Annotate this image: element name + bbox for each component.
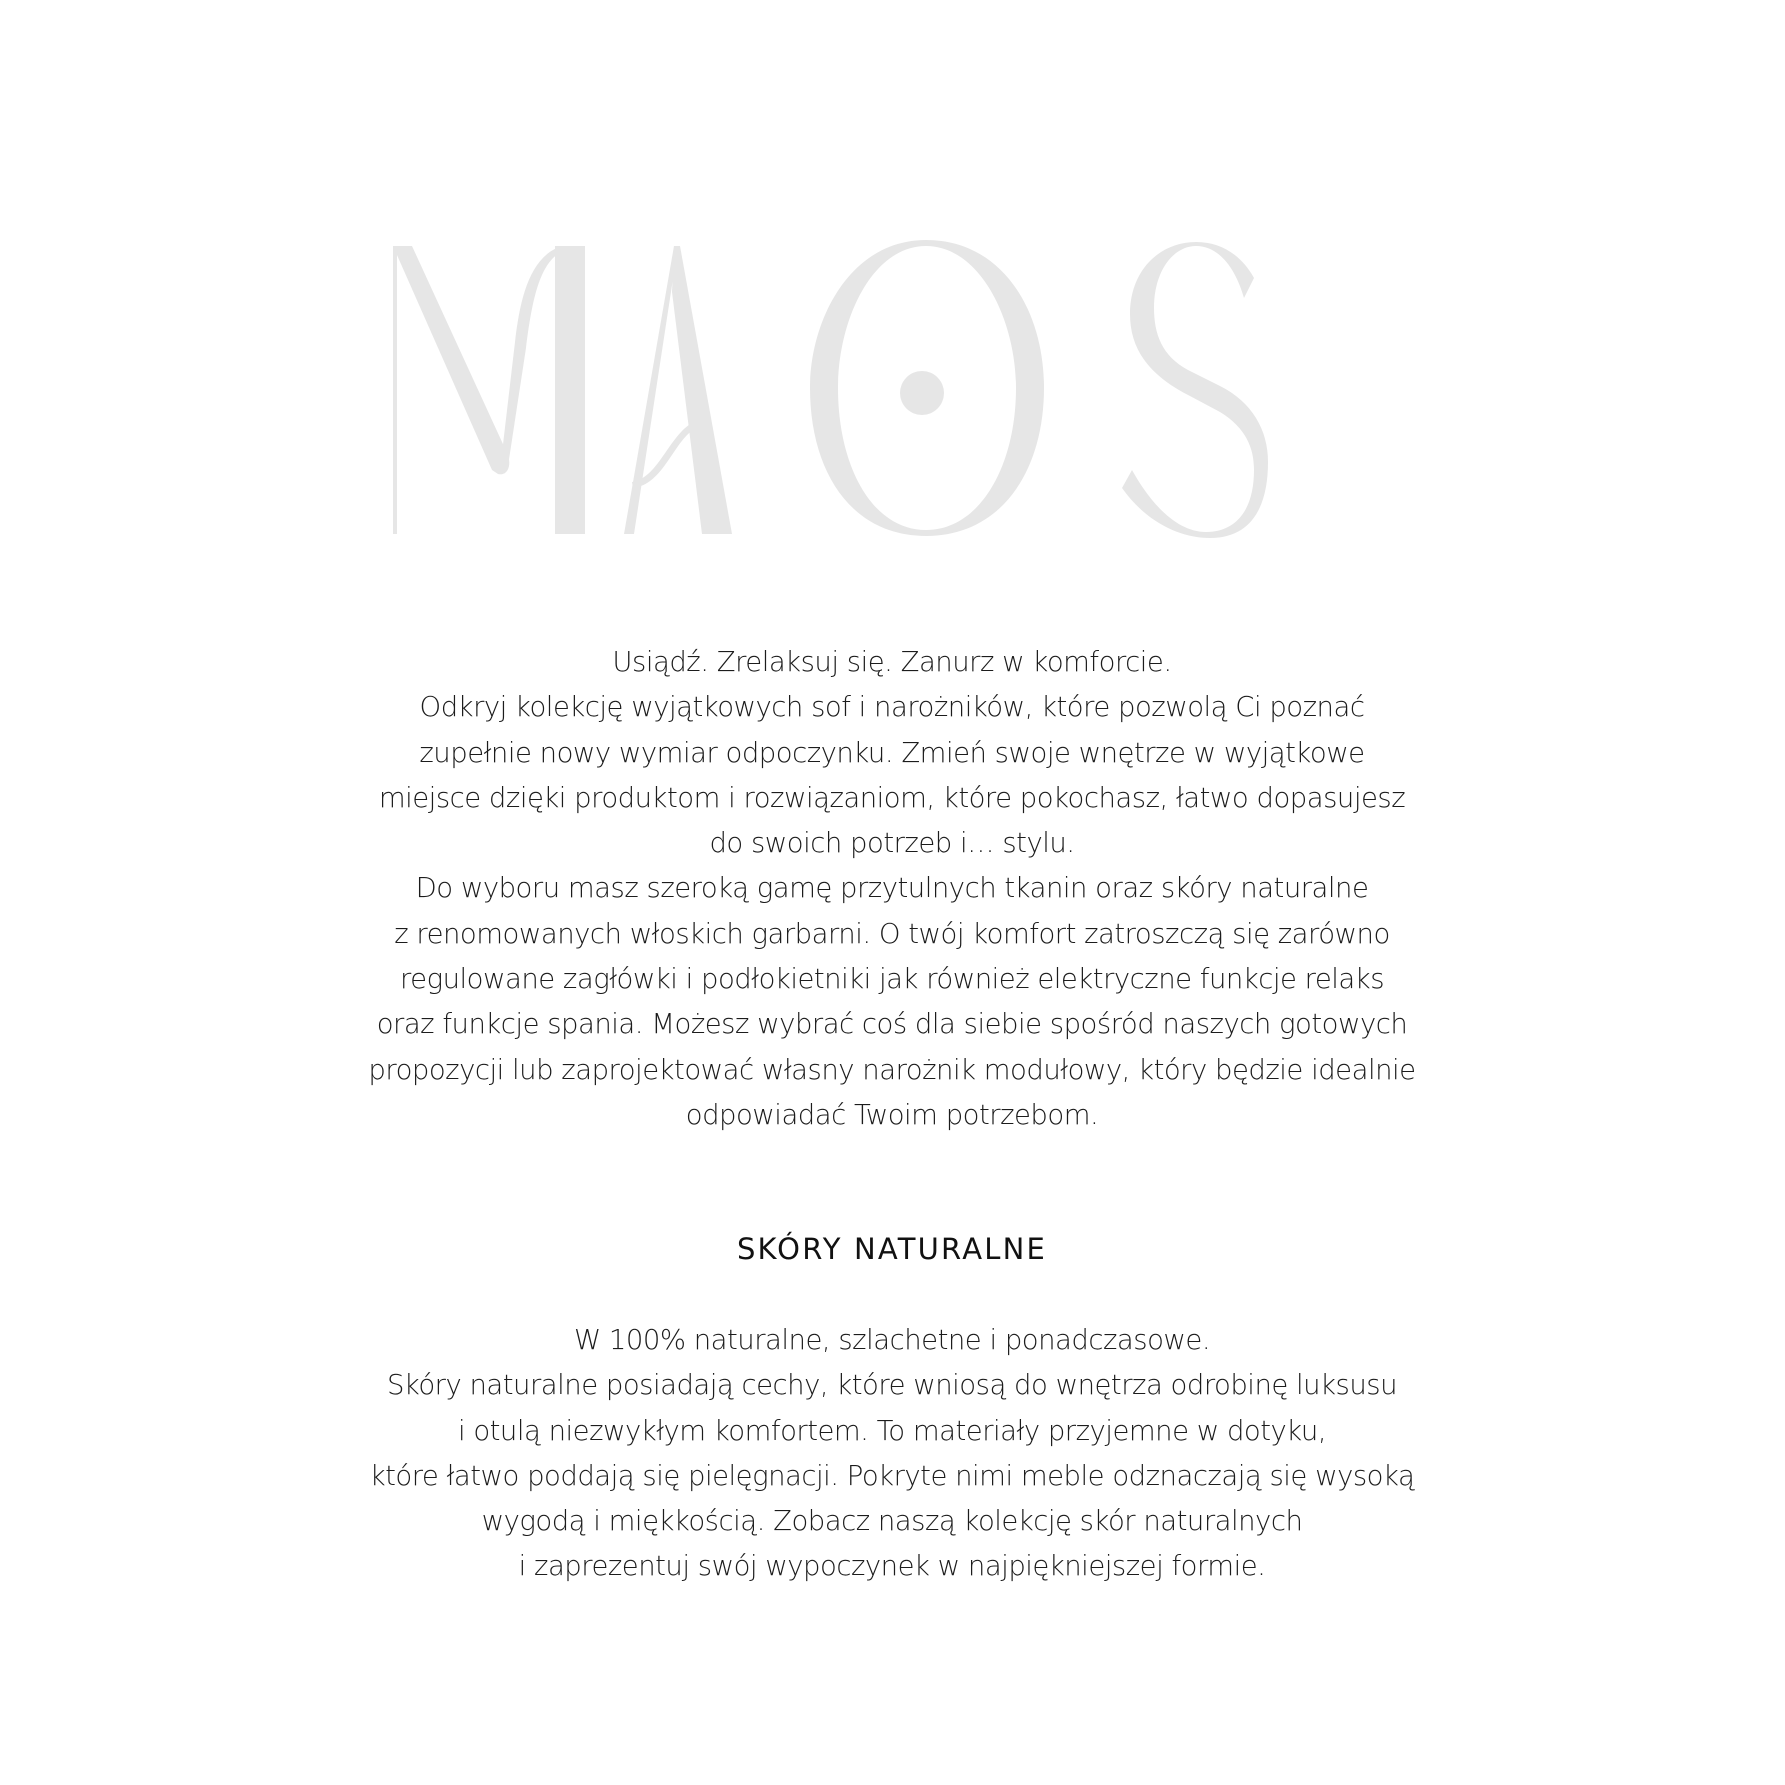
leather-line: i otulą niezwykłym komfortem. To materiały przyjemne w dotyku,	[457, 1414, 1327, 1447]
logo-a-thick-leg	[672, 246, 732, 534]
maos-logo-graphic	[380, 230, 1440, 540]
leather-section-heading: SKÓRY NATURALNE	[736, 1232, 1048, 1266]
logo-m-diagonal	[393, 246, 509, 474]
leather-line: W 100% naturalne, szlachetne i ponadczasowe.	[573, 1324, 1211, 1356]
intro-paragraph	[292, 640, 1492, 1138]
intro-line: oraz funkcje spania. Możesz wybrać coś dla siebie spośród naszych gotowych	[376, 1008, 1408, 1041]
intro-line: odpowiadać Twoim potrzebom.	[685, 1098, 1099, 1131]
leather-line: wygodą i miękkością. Zobacz naszą kolekcję skór naturalnych	[481, 1505, 1303, 1538]
intro-line: miejsce dzięki produktom i rozwiązaniom, które pokochasz, łatwo dopasujesz	[378, 781, 1406, 814]
brand-logo	[380, 230, 1440, 540]
logo-m-left-stem	[393, 246, 397, 534]
leather-line: Skóry naturalne posiadają cechy, które wniosą do wnętrza odrobinę luksusu	[386, 1369, 1398, 1402]
intro-line: propozycji lub zaprojektować własny narożnik modułowy, który będzie idealnie	[368, 1053, 1416, 1086]
intro-line: Do wyboru masz szeroką gamę przytulnych tkanin oraz skóry naturalne	[415, 872, 1369, 905]
logo-a-thin-leg	[624, 246, 678, 534]
intro-line: zupełnie nowy wymiar odpoczynku. Zmień swoje wnętrze w wyjątkowe	[419, 736, 1365, 769]
logo-o-dot	[900, 371, 944, 415]
intro-line: Usiądź. Zrelaksuj się. Zanurz w komforcie.	[612, 646, 1172, 678]
leather-line: i zaprezentuj swój wypoczynek w najpiękniejszej formie.	[518, 1550, 1266, 1583]
logo-s-curve	[1122, 242, 1268, 538]
intro-line: z renomowanych włoskich garbarni. O twój komfort zatroszczą się zarówno	[394, 917, 1390, 950]
leather-line: które łatwo poddają się pielęgnacji. Pokryte nimi meble odznaczają się wysoką	[369, 1459, 1415, 1492]
logo-m-right-stem	[555, 246, 585, 534]
leather-paragraph	[292, 1318, 1492, 1590]
intro-line: do swoich potrzeb i… stylu.	[709, 827, 1075, 860]
intro-line: regulowane zagłówki i podłokietniki jak również elektryczne funkcje relaks	[399, 963, 1385, 996]
intro-line: Odkryj kolekcję wyjątkowych sof i narożników, które pozwolą Ci poznać	[419, 691, 1365, 724]
